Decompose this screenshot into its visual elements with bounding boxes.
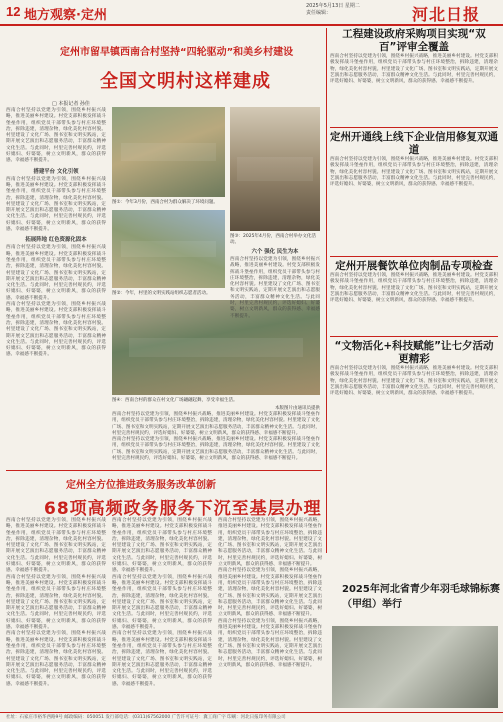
lower-column-1	[6, 518, 106, 708]
editor-line: 责任编辑：	[306, 10, 332, 16]
photo-2	[112, 210, 225, 288]
lower-column-3	[218, 518, 322, 708]
brief-headline: 定州开展餐饮单位肉制品专项检查	[335, 260, 493, 272]
body-paragraph: 西南合村坚持以党建为引领，围绕乡村振兴战略，推进美丽乡村建设。村党支部积极发挥战斗堡垒作用，组织党员干部带头参与村庄环境整治，拆除违建，清理杂物，绿化美化村容村貌。村里建设了文化广场、图书室和文明实践站，定期开展文艺演出和志愿服务活动，丰富群众精神文化生活。与此同时，村里完善村规民约，评选好媳妇、好婆婆，树立文明新风，群众的获得感、幸福感不断提升。	[112, 518, 212, 574]
body-paragraph: 西南合村坚持以党建为引领，围绕乡村振兴战略，推进美丽乡村建设。村党支部积极发挥战斗堡垒作用，组织党员干部带头参与村庄环境整治，拆除违建，清理杂物，绿化美化村容村貌。村里建设了文化广场、图书室和文明实践站，定期开展文艺演出和志愿服务活动，丰富群众精神文化生活。与此同时，村里完善村规民约，评选好媳妇、好婆婆，树立文明新风，群众的获得感、幸福感不断提升。	[6, 108, 106, 164]
body-paragraph: 西南合村坚持以党建为引领，围绕乡村振兴战略，推进美丽乡村建设。村党支部积极发挥战斗堡垒作用，组织党员干部带头参与村庄环境整治，拆除违建，清理杂物，绿化美化村容村貌。村里建设了文化广场、图书室和文明实践站，定期开展文艺演出和志愿服务活动，丰富群众精神文化生活。与此同时，村里完善村规民约，评选好媳妇、好婆婆，树立文明新风，群众的获得感、幸福感不断提升。	[230, 257, 320, 319]
subhead: 六个 强化 民生为本	[251, 249, 299, 255]
brief-text: 西南合村坚持以党建为引领，围绕乡村振兴战略，推进美丽乡村建设。村党支部积极发挥战斗堡垒作用，组织党员干部带头参与村庄环境整治，拆除违建，清理杂物，绿化美化村容村貌。村里建设了文化广场、图书室和文明实践站，定期开展文艺演出和志愿服务活动，丰富群众精神文化生活。与此同时，村里完善村规民约，评选好媳妇、好婆婆，树立文明新风，群众的获得感、幸福感不断提升。	[330, 366, 498, 397]
body-paragraph: 西南合村坚持以党建为引领，围绕乡村振兴战略，推进美丽乡村建设。村党支部积极发挥战斗堡垒作用，组织党员干部带头参与村庄环境整治，拆除违建，清理杂物，绿化美化村容村貌。村里建设了文化广场、图书室和文明实践站，定期开展文艺演出和志愿服务活动，丰富群众精神文化生活。与此同时，村里完善村规民约，评选好媳妇、好婆婆，树立文明新风，群众的获得感、幸福感不断提升。	[218, 568, 322, 618]
page-footer: 社址：石家庄市裕华西路9号 邮政编码：050051 发行部电话：(0311)67562000 广告许可证号：冀工商广字 印刷：河北日报印务有限公司	[0, 712, 503, 722]
page-number: 12	[6, 4, 21, 19]
column-divider	[326, 28, 327, 553]
brief-headline: “文物活化+科技赋能”让七夕活动更精彩	[334, 340, 494, 365]
body-paragraph: 西南合村坚持以党建为引领，围绕乡村振兴战略，推进美丽乡村建设。村党支部积极发挥战斗堡垒作用，组织党员干部带头参与村庄环境整治，拆除违建，清理杂物，绿化美化村容村貌。村里建设了文化广场、图书室和文明实践站，定期开展文艺演出和志愿服务活动，丰富群众精神文化生活。与此同时，村里完善村规民约，评选好媳妇、好婆婆，树立文明新风，群众的获得感、幸福感不断提升。	[112, 631, 212, 687]
photo-credit: 本版图片由通讯员提供	[275, 406, 320, 411]
brief-headline: 定州开通线上线下企业信用修复双通道	[330, 131, 498, 156]
brief-headline: 工程建设政府采购项目实现“双百”评审全覆盖	[342, 28, 486, 53]
photo-caption-4: 图④：西南合村的群众在村文化广场翩翩起舞，享受幸福生活。	[112, 398, 238, 403]
main-column-1	[6, 108, 106, 468]
photo-1	[112, 107, 225, 197]
main-headline: 全国文明村这样建成	[100, 71, 271, 92]
brief-rule	[330, 127, 498, 128]
brief-rule	[330, 256, 498, 257]
newspaper-logo: 河北日报	[412, 5, 481, 24]
body-paragraph: 西南合村坚持以党建为引领，围绕乡村振兴战略，推进美丽乡村建设。村党支部积极发挥战斗堡垒作用，组织党员干部带头参与村庄环境整治，拆除违建，清理杂物，绿化美化村容村貌。村里建设了文化广场、图书室和文明实践站，定期开展文艺演出和志愿服务活动，丰富群众精神文化生活。与此同时，村里完善村规民约，评选好媳妇、好婆婆，树立文明新风，群众的获得感、幸福感不断提升。	[6, 245, 106, 301]
body-paragraph: 西南合村坚持以党建为引领，围绕乡村振兴战略，推进美丽乡村建设。村党支部积极发挥战斗堡垒作用，组织党员干部带头参与村庄环境整治，拆除违建，清理杂物，绿化美化村容村貌。村里建设了文化广场、图书室和文明实践站，定期开展文艺演出和志愿服务活动，丰富群众精神文化生活。与此同时，村里完善村规民约，评选好媳妇、好婆婆，树立文明新风，群众的获得感、幸福感不断提升。	[112, 437, 320, 462]
main-kicker: 定州市留早镇西南合村坚持“四轮驱动”和美乡村建设	[60, 47, 294, 58]
body-paragraph: 西南合村坚持以党建为引领，围绕乡村振兴战略，推进美丽乡村建设。村党支部积极发挥战斗堡垒作用，组织党员干部带头参与村庄环境整治，拆除违建，清理杂物，绿化美化村容村貌。村里建设了文化广场、图书室和文明实践站，定期开展文艺演出和志愿服务活动，丰富群众精神文化生活。与此同时，村里完善村规民约，评选好媳妇、好婆婆，树立文明新风，群众的获得感、幸福感不断提升。	[6, 574, 106, 631]
photo-caption-3: 图③：2025年4月份，西南合村举办文化活动。	[230, 234, 316, 245]
right-briefs	[330, 28, 498, 496]
main-column-bottom	[112, 412, 320, 468]
photo-caption-2: 图②：今年，村里的文明实践站组织志愿者活动。	[112, 291, 211, 296]
section-divider	[6, 470, 322, 471]
header-rule	[0, 24, 503, 26]
main-byline: □ 本报记者 孙佳	[52, 101, 90, 107]
photo-3	[230, 107, 320, 231]
brief-rule	[330, 336, 498, 337]
brief-text: 西南合村坚持以党建为引领，围绕乡村振兴战略，推进美丽乡村建设。村党支部积极发挥战斗堡垒作用，组织党员干部带头参与村庄环境整治，拆除违建，清理杂物，绿化美化村容村貌。村里建设了文化广场、图书室和文明实践站，定期开展文艺演出和志愿服务活动，丰富群众精神文化生活。与此同时，村里完善村规民约，评选好媳妇、好婆婆，树立文明新风，群众的获得感、幸福感不断提升。	[330, 273, 498, 304]
body-paragraph: 西南合村坚持以党建为引领，围绕乡村振兴战略，推进美丽乡村建设。村党支部积极发挥战斗堡垒作用，组织党员干部带头参与村庄环境整治，拆除违建，清理杂物，绿化美化村容村貌。村里建设了文化广场、图书室和文明实践站，定期开展文艺演出和志愿服务活动，丰富群众精神文化生活。与此同时，村里完善村规民约，评选好媳妇、好婆婆，树立文明新风，群众的获得感、幸福感不断提升。	[218, 518, 322, 568]
main-column-3	[230, 245, 320, 319]
photo-caption-1: 图①：今年3月份，西南合村为群众解决了环境问题。	[112, 200, 218, 205]
body-paragraph: 西南合村坚持以党建为引领，围绕乡村振兴战略，推进美丽乡村建设。村党支部积极发挥战斗堡垒作用，组织党员干部带头参与村庄环境整治，拆除违建，清理杂物，绿化美化村容村貌。村里建设了文化广场、图书室和文明实践站，定期开展文艺演出和志愿服务活动，丰富群众精神文化生活。与此同时，村里完善村规民约，评选好媳妇、好婆婆，树立文明新风，群众的获得感、幸福感不断提升。	[6, 518, 106, 574]
lower-headline: 68项高频政务服务下沉至基层办理	[44, 499, 322, 519]
subhead: 拓展阵地 红色资源化固本	[25, 237, 87, 244]
body-paragraph: 西南合村坚持以党建为引领，围绕乡村振兴战略，推进美丽乡村建设。村党支部积极发挥战斗堡垒作用，组织党员干部带头参与村庄环境整治，拆除违建，清理杂物，绿化美化村容村貌。村里建设了文化广场、图书室和文明实践站，定期开展文艺演出和志愿服务活动，丰富群众精神文化生活。与此同时，村里完善村规民约，评选好媳妇、好婆婆，树立文明新风，群众的获得感、幸福感不断提升。	[6, 302, 106, 358]
page-header	[0, 0, 503, 26]
sports-photo	[332, 626, 498, 708]
brief-text: 西南合村坚持以党建为引领，围绕乡村振兴战略，推进美丽乡村建设。村党支部积极发挥战斗堡垒作用，组织党员干部带头参与村庄环境整治，拆除违建，清理杂物，绿化美化村容村貌。村里建设了文化广场、图书室和文明实践站，定期开展文艺演出和志愿服务活动，丰富群众精神文化生活。与此同时，村里完善村规民约，评选好媳妇、好婆婆，树立文明新风，群众的获得感、幸福感不断提升。	[330, 157, 498, 188]
lower-kicker: 定州全方位推进政务服务改革创新	[66, 480, 216, 491]
subhead: 搭建平台 文化引领	[33, 168, 79, 175]
lower-column-2	[112, 518, 212, 708]
header-meta	[306, 3, 406, 17]
date-line: 2025年5月13日 星期二	[306, 3, 360, 9]
ad-headline: 2025年河北省青少年羽毛球锦标赛（甲组）举行	[342, 584, 500, 610]
body-paragraph: 西南合村坚持以党建为引领，围绕乡村振兴战略，推进美丽乡村建设。村党支部积极发挥战斗堡垒作用，组织党员干部带头参与村庄环境整治，拆除违建，清理杂物，绿化美化村容村貌。村里建设了文化广场、图书室和文明实践站，定期开展文艺演出和志愿服务活动，丰富群众精神文化生活。与此同时，村里完善村规民约，评选好媳妇、好婆婆，树立文明新风，群众的获得感、幸福感不断提升。	[218, 618, 322, 668]
brief-text: 西南合村坚持以党建为引领，围绕乡村振兴战略，推进美丽乡村建设。村党支部积极发挥战斗堡垒作用，组织党员干部带头参与村庄环境整治，拆除违建，清理杂物，绿化美化村容村貌。村里建设了文化广场、图书室和文明实践站，定期开展文艺演出和志愿服务活动，丰富群众精神文化生活。与此同时，村里完善村规民约，评选好媳妇、好婆婆，树立文明新风，群众的获得感、幸福感不断提升。	[330, 54, 498, 85]
body-paragraph: 西南合村坚持以党建为引领，围绕乡村振兴战略，推进美丽乡村建设。村党支部积极发挥战斗堡垒作用，组织党员干部带头参与村庄环境整治，拆除违建，清理杂物，绿化美化村容村貌。村里建设了文化广场、图书室和文明实践站，定期开展文艺演出和志愿服务活动，丰富群众精神文化生活。与此同时，村里完善村规民约，评选好媳妇、好婆婆，树立文明新风，群众的获得感、幸福感不断提升。	[112, 412, 320, 436]
body-paragraph: 西南合村坚持以党建为引领，围绕乡村振兴战略，推进美丽乡村建设。村党支部积极发挥战斗堡垒作用，组织党员干部带头参与村庄环境整治，拆除违建，清理杂物，绿化美化村容村貌。村里建设了文化广场、图书室和文明实践站，定期开展文艺演出和志愿服务活动，丰富群众精神文化生活。与此同时，村里完善村规民约，评选好媳妇、好婆婆，树立文明新风，群众的获得感、幸福感不断提升。	[6, 631, 106, 687]
body-paragraph: 西南合村坚持以党建为引领，围绕乡村振兴战略，推进美丽乡村建设。村党支部积极发挥战斗堡垒作用，组织党员干部带头参与村庄环境整治，拆除违建，清理杂物，绿化美化村容村貌。村里建设了文化广场、图书室和文明实践站，定期开展文艺演出和志愿服务活动，丰富群众精神文化生活。与此同时，村里完善村规民约，评选好媳妇、好婆婆，树立文明新风，群众的获得感、幸福感不断提升。	[6, 176, 106, 233]
section-title: 地方观察·定州	[24, 8, 107, 23]
body-paragraph: 西南合村坚持以党建为引领，围绕乡村振兴战略，推进美丽乡村建设。村党支部积极发挥战斗堡垒作用，组织党员干部带头参与村庄环境整治，拆除违建，清理杂物，绿化美化村容村貌。村里建设了文化广场、图书室和文明实践站，定期开展文艺演出和志愿服务活动，丰富群众精神文化生活。与此同时，村里完善村规民约，评选好媳妇、好婆婆，树立文明新风，群众的获得感、幸福感不断提升。	[112, 574, 212, 631]
